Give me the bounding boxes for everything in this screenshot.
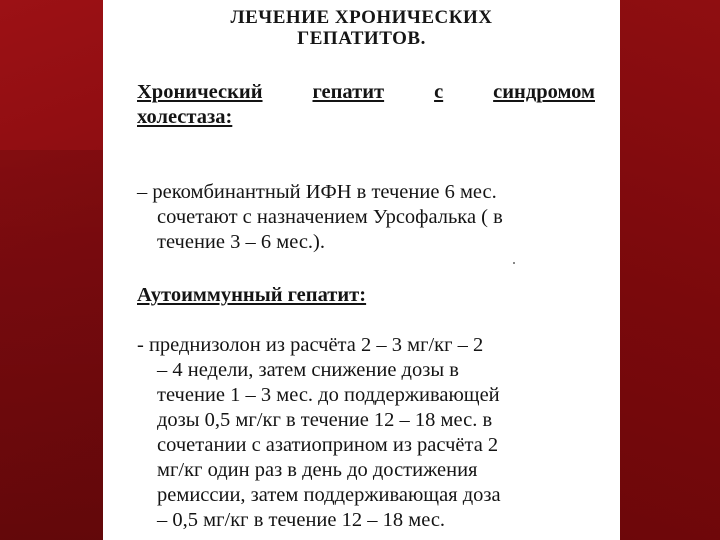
- heading-word: синдромом: [493, 81, 595, 103]
- heading-word: холестаза:: [137, 106, 233, 128]
- section2-text-line: – 4 недели, затем снижение дозы в: [157, 359, 459, 381]
- background-shade: [0, 150, 103, 540]
- section2-text-line: ремиссии, затем поддерживающая доза: [157, 484, 501, 506]
- section2-heading: [137, 283, 595, 307]
- title-line-1: ЛЕЧЕНИЕ ХРОНИЧЕСКИХ: [230, 7, 493, 28]
- section2-text-line: - преднизолон из расчёта 2 – 3 мг/кг – 2: [137, 334, 484, 356]
- document-page: [103, 0, 620, 540]
- section2-text-line: – 0,5 мг/кг в течение 12 – 18 мес.: [157, 509, 446, 531]
- background-right-panel: [620, 0, 720, 540]
- scan-speck: [513, 262, 515, 264]
- title-line-2: ГЕПАТИТОВ.: [297, 28, 426, 49]
- section1-text-line: течение 3 – 6 мес.).: [157, 231, 326, 253]
- section2-text-line: мг/кг один раз в день до достижения: [157, 459, 478, 481]
- heading-word: гепатит: [312, 81, 385, 103]
- section2-text-line: дозы 0,5 мг/кг в течение 12 – 18 мес. в: [157, 409, 493, 431]
- section1-text-line: сочетают с назначением Урсофалька ( в: [157, 206, 503, 228]
- section1-heading-line-1: [137, 80, 595, 104]
- heading-word: Хронический: [137, 81, 263, 103]
- heading-text: Аутоиммунный гепатит:: [137, 284, 367, 306]
- section2-text-line: течение 1 – 3 мес. до поддерживающей: [157, 384, 500, 406]
- heading-word: с: [434, 81, 444, 103]
- section2-text-line: сочетании с азатиоприном из расчёта 2: [157, 434, 499, 456]
- section1-heading-line-2: [137, 105, 595, 129]
- section1-text-line: – рекомбинантный ИФН в течение 6 мес.: [137, 181, 497, 203]
- background-left-panel: [0, 0, 103, 540]
